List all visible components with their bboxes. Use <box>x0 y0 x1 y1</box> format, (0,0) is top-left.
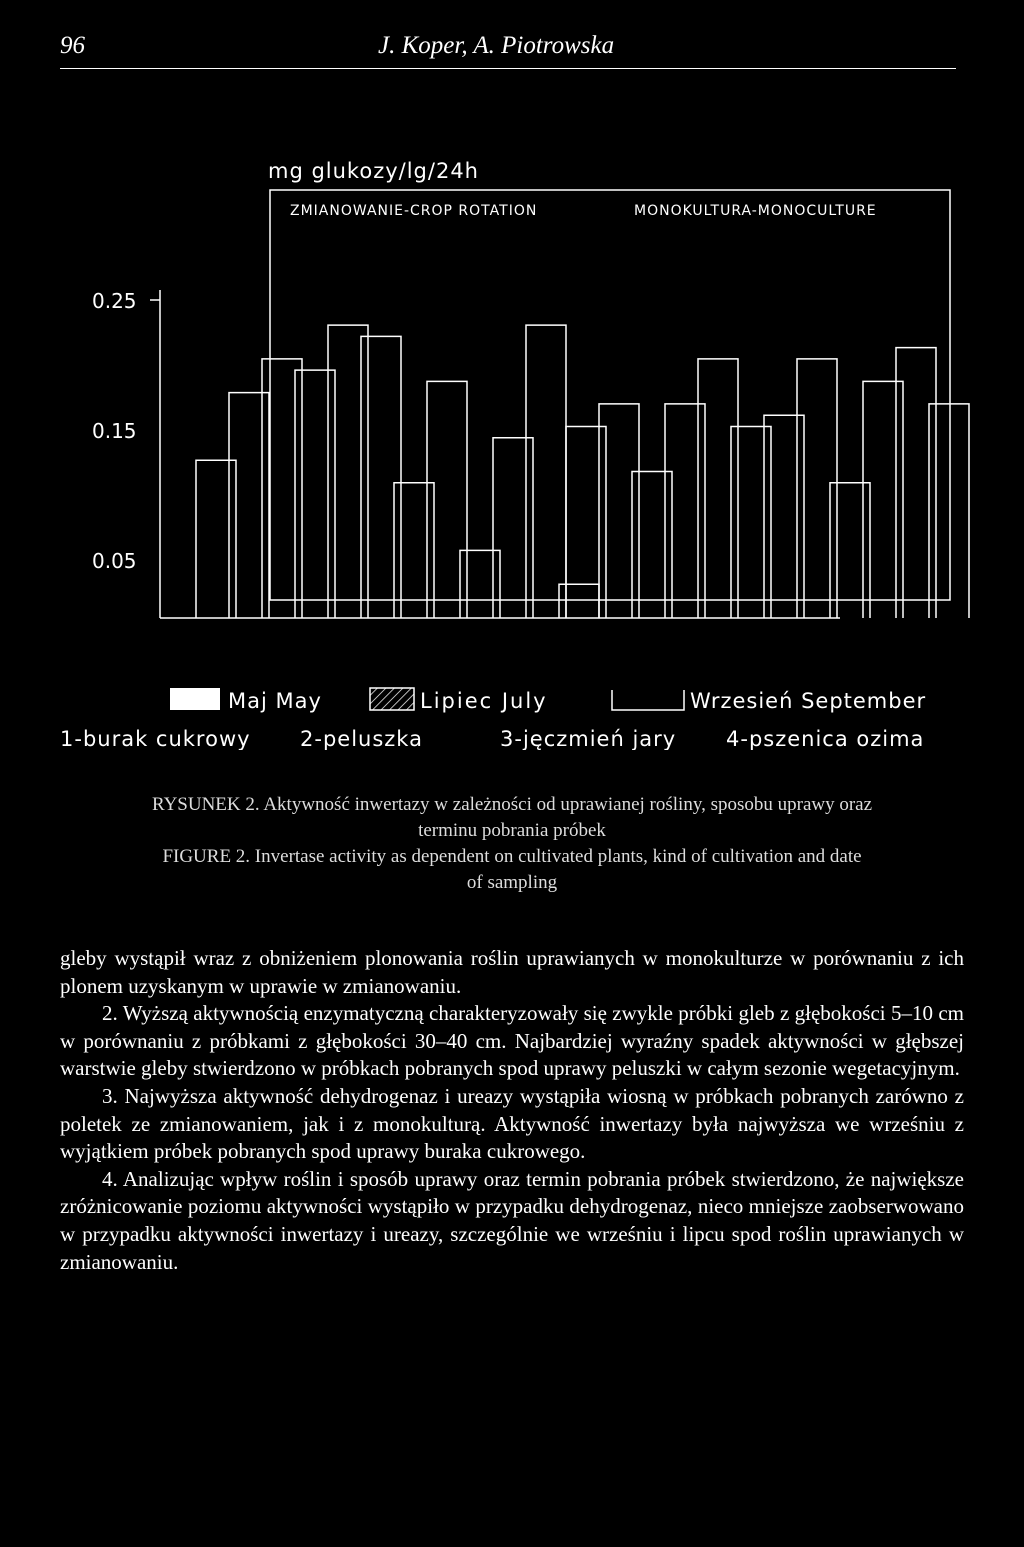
y-tick-label: 0.25 <box>92 289 137 313</box>
legend-may: Maj May <box>228 689 322 713</box>
caption-pl-line2: terminu pobrania próbek <box>418 820 606 841</box>
caption-pl-line1: RYSUNEK 2. Aktywność inwertazy w zależności od uprawianej rośliny, sposobu uprawy oraz <box>151 794 873 815</box>
bar-monokultura-crop2-may <box>665 404 705 618</box>
legend-crop-4: 4-pszenica ozima <box>726 727 925 750</box>
bar-zmianowanie-crop2-july <box>328 325 368 618</box>
caption-en-line1: FIGURE 2. Invertase activity as dependent on cultivated plants, kind of cultivation and date <box>162 846 862 867</box>
bar-zmianowanie-crop3-may <box>394 483 434 618</box>
y-tick-label: 0.15 <box>92 419 137 443</box>
group-label-rotation: ZMIANOWANIE-CROP ROTATION <box>290 203 538 219</box>
running-title: J. Koper, A. Piotrowska <box>378 32 615 59</box>
bar-zmianowanie-crop1-may <box>196 460 236 618</box>
bar-monokultura-crop2-july <box>698 359 738 618</box>
legend-crop-1: 1-burak cukrowy <box>60 727 251 750</box>
bar-monokultura-crop3-may <box>764 415 804 618</box>
plot-frame <box>270 190 950 600</box>
legend-crop-2: 2-peluszka <box>300 727 423 750</box>
bar-zmianowanie-crop1-july <box>229 393 269 618</box>
bar-monokultura-crop1-july <box>599 404 639 618</box>
bar-zmianowanie-crop1-september <box>262 359 302 618</box>
legend-swatch-may <box>170 688 220 710</box>
bar-monokultura-crop3-july <box>797 359 837 618</box>
bar-monokultura-crop2-september <box>731 426 771 618</box>
bar-monokultura-crop3-september <box>830 483 870 618</box>
bar-monokultura-crop4-september <box>929 404 969 618</box>
paragraph: 3. Najwyższa aktywność dehydrogenaz i ureazy wystąpiła wiosną w próbkach pobranych zarówno z poletek ze zmianowaniem, jak i z monokulturą. Aktywność inwertazy była najwyższa we wrześniu z wyjątkiem próbek pobranych spod uprawy buraka cukrowego. <box>60 1083 964 1164</box>
bar-monokultura-crop4-may <box>863 381 903 618</box>
invertase-chart <box>0 140 1024 750</box>
y-tick-label: 0.05 <box>92 549 137 573</box>
body-text <box>60 945 964 1276</box>
legend-crop-3: 3-jęczmień jary <box>500 727 677 750</box>
bar-zmianowanie-crop4-july <box>526 325 566 618</box>
paragraph: gleby wystąpił wraz z obniżeniem plonowania roślin uprawianych w monokulturze w porównaniu z ich plonem uzyskanym w uprawie w zmianowaniu. <box>60 946 964 998</box>
bar-monokultura-crop1-september <box>632 472 672 618</box>
bar-monokultura-crop1-may <box>566 426 606 618</box>
y-axis-title: mg glukozy/lg/24h <box>268 159 479 183</box>
bars-layer <box>196 325 969 618</box>
legend-july: Lipiec July <box>420 689 548 713</box>
legend-september: Wrzesień September <box>690 689 927 713</box>
caption-en-line2: of sampling <box>466 872 558 893</box>
bar-monokultura-crop4-july <box>896 348 936 618</box>
bar-zmianowanie-crop3-september <box>460 550 500 618</box>
bar-zmianowanie-crop4-may <box>493 438 533 618</box>
bar-zmianowanie-crop2-september <box>361 336 401 618</box>
page-number: 96 <box>60 32 85 59</box>
bar-zmianowanie-crop3-july <box>427 381 467 618</box>
bar-zmianowanie-crop4-september <box>559 584 599 618</box>
bar-zmianowanie-crop2-may <box>295 370 335 618</box>
legend-swatch-september <box>612 690 684 710</box>
running-header <box>60 28 956 69</box>
paragraph: 4. Analizując wpływ roślin i sposób uprawy oraz termin pobrania próbek stwierdzono, że największe zróżnicowanie poziomu aktywności wystąpiło w przypadku dehydrogenaz, nieco mniejsze zaobserwowano w przypadku aktywności inwertazy i ureazy, szczególnie we wrześniu i lipcu spod roślin uprawianych w zmianowaniu. <box>60 1166 964 1274</box>
legend-swatch-july <box>370 688 414 710</box>
paragraph: 2. Wyższą aktywnością enzymatyczną charakteryzowały się zwykle próbki gleb z głębokości 5–10 cm w porównaniu z próbkami z głębokości 30–40 cm. Najbardziej wyraźny spadek aktywności w głębszej warstwie gleby stwierdzono w próbkach pobranych spod uprawy peluszki w całym sezonie wegetacyjnym. <box>60 1001 964 1081</box>
group-label-monoculture: MONOKULTURA-MONOCULTURE <box>634 203 877 219</box>
